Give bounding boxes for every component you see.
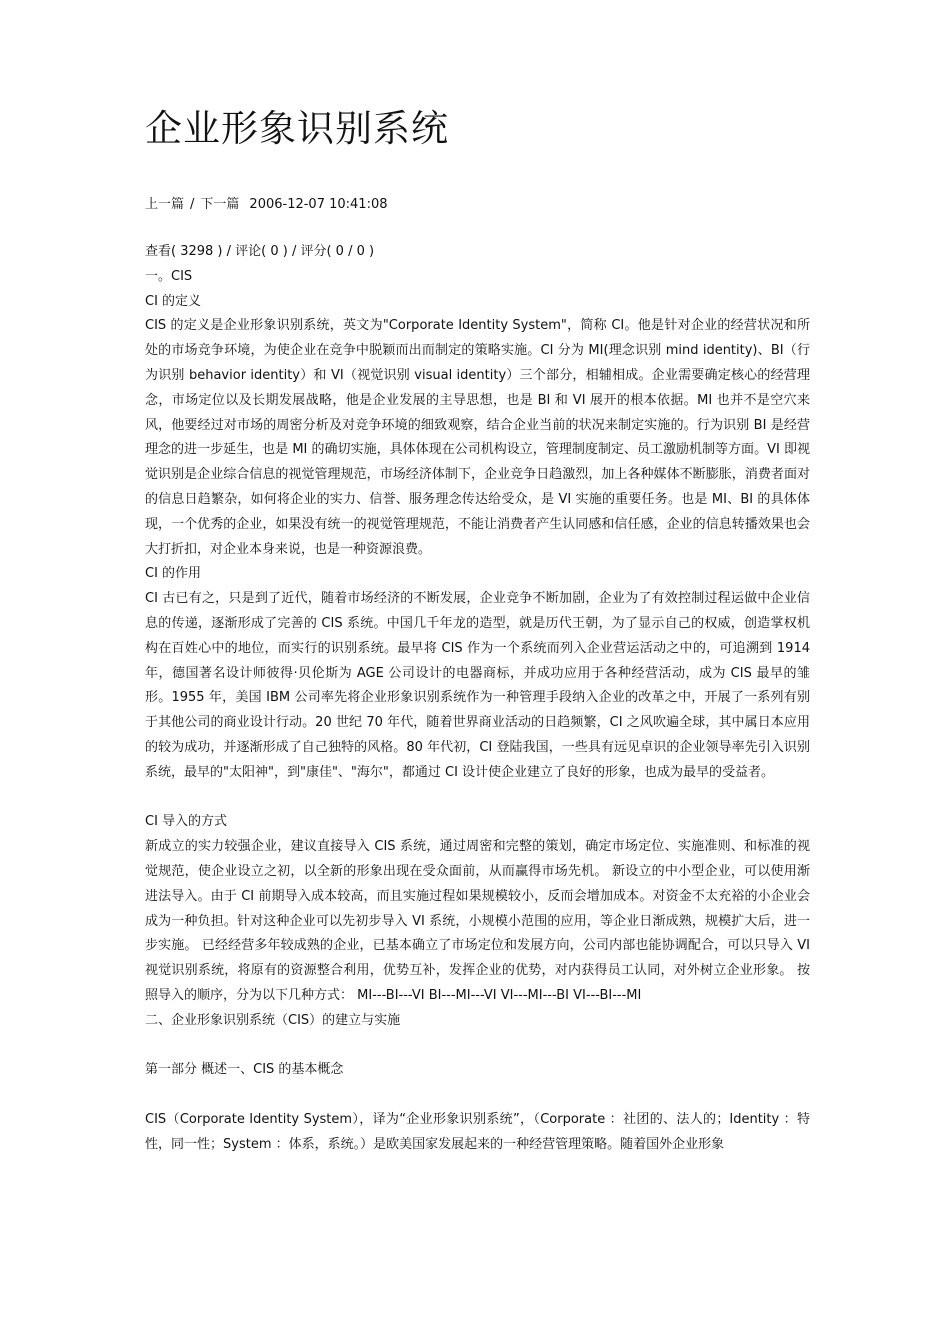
body-paragraph: CI 古已有之，只是到了近代，随着市场经济的不断发展，企业竞争不断加剧，企业为了有效控制过程运做中企业信息的传递，逐渐形成了完善的 CIS 系统。中国几千年龙的造型，就是历代王朝，为了显示自己的权威，创造掌权机构在百姓心中的地位，而实行的识别系统。最早将 CIS 作为一个系统而列入企业营运活动之中的，可追溯到 1914 年，德国著名设计师彼得·贝伦斯为 AGE 公司设计的电器商标，并成功应用于各种经营活动，成为 CIS 最早的雏形。1955 年，美国 IBM 公司率先将企业形象识别系统作为一种管理手段纳入企业的改革之中，开展了一系列有别于其他公司的商业设计行动。20 世纪 70 年代，随着世界商业活动的日趋频繁，CI 之风吹遍全球，其中属日本应用的较为成功，并逐渐形成了自己独特的风格。80 年代初，CI 登陆我国，一些具有远见卓识的企业领导率先引入识别系统，最早的"太阳神"，到"康佳"、"海尔"，都通过 CI 设计使企业建立了良好的形象，也成为最早的受益者。 [145, 591, 810, 780]
subsection-heading: CI 的作用 [145, 566, 202, 582]
section-heading: 一。CIS [145, 268, 193, 284]
subsection-heading: 第一部分 概述一、CIS 的基本概念 [145, 1062, 344, 1078]
subsection-heading: CI 的定义 [145, 293, 202, 309]
publish-datetime: 2006-12-07 10:41:08 [249, 197, 388, 212]
subsection-heading: CI 导入的方式 [145, 814, 228, 830]
body-paragraph: CIS（Corporate Identity System），译为“企业形象识别系统”，（Corporate ：社团的、法人的；Identity ：特性，同一性；System ：体系，系统。）是欧美国家发展起来的一种经营管理策略。随着国外企业形象 [145, 1111, 810, 1152]
article-body [145, 240, 810, 1157]
prev-article-link[interactable]: 上一篇 [145, 197, 185, 212]
page-title: 企业形象识别系统 [145, 107, 449, 150]
next-article-link[interactable]: 下一篇 [200, 197, 240, 212]
body-paragraph: 新成立的实力较强企业，建议直接导入 CIS 系统，通过周密和完整的策划，确定市场定位、实施准则、和标准的视觉规范，使企业设立之初，以全新的形象出现在受众面前，从而赢得市场先机。 新设立的中小型企业，可以使用渐进法导入。由于 CI 前期导入成本较高，而且实施过程如果规模较小，反而会增加成本。对资金不太充裕的小企业会成为一种负担。针对这种企业可以先初步导入 VI 系统，小规模小范围的应用，等企业日渐成熟，规模扩大后，进一步实施。 已经经营多年较成熟的企业，已基本确立了市场定位和发展方向，公司内部也能协调配合，可以只导入 VI 视觉识别系统，将原有的资源整合利用，优势互补，发挥企业的优势，对内获得员工认同，对外树立企业形象。 按照导入的顺序，分为以下几种方式： MI---BI---VI BI---MI---VI VI---MI---BI VI---BI---MI [145, 839, 810, 1003]
body-paragraph: CIS 的定义是企业形象识别系统，英文为"Corporate Identity System"，简称 CI。他是针对企业的经营状况和所处的市场竞争环境，为使企业在竞争中脱颖而出而制定的策略实施。CI 分为 MI(理念识别 mind identity)、BI（行为识别 behavior identity）和 VI（视觉识别 visual identity）三个部分，相辅相成。企业需要确定核心的经营理念，市场定位以及长期发展战略，他是企业发展的主导思想，也是 BI 和 VI 展开的根本依据。MI 也并不是空穴来风，他要经过对市场的周密分析及对竞争环境的细致观察，结合企业当前的状况来制定实施的。行为识别 BI 是经营理念的进一步延生，也是 MI 的确切实施，具体体现在公司机构设立，管理制度制定、员工激励机制等方面。VI 即视觉识别是企业综合信息的视觉管理规范，市场经济体制下，企业竞争日趋激烈，加上各种媒体不断膨胀，消费者面对的信息日趋繁杂，如何将企业的实力、信誉、服务理念传达给受众，是 VI 实施的重要任务。也是 MI、BI 的具体体现，一个优秀的企业，如果没有统一的视觉管理规范，不能让消费者产生认同感和信任感，企业的信息转播效果也会大打折扣，对企业本身来说，也是一种资源浪费。 [145, 318, 810, 557]
spacer [145, 1083, 810, 1108]
article-stats: 查看( 3298 ) / 评论( 0 ) / 评分( 0 / 0 ) [145, 244, 375, 259]
section-heading: 二、企业形象识别系统（CIS）的建立与实施 [145, 1012, 401, 1028]
nav-separator: / [190, 197, 195, 212]
article-nav [145, 193, 388, 212]
spacer [145, 1034, 810, 1059]
spacer [145, 786, 810, 811]
